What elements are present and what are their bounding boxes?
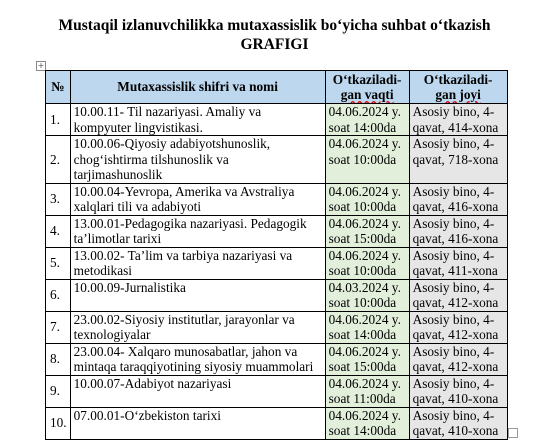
time-line: soat 10:00da [328, 151, 397, 167]
header-spec: Mutaxassislik shifri va nomi [70, 71, 325, 104]
place-line: Asosiy bino, 4- [412, 247, 495, 263]
place-cell [409, 183, 507, 215]
title-line-1: Mustaqil izlanuvchilikka mutaxassislik bo‘yicha suhbat o‘tkazish [58, 17, 491, 34]
place-line: Asosiy bino, 4- [412, 215, 495, 231]
place-line: Asosiy bino, 4- [412, 311, 495, 327]
time-line: 04.06.2024 y. [328, 104, 401, 119]
row-number: 8. [46, 343, 71, 375]
specialty-cell [70, 247, 325, 279]
time-line: 04.06.2024 y. [328, 215, 401, 231]
specialty-cell [70, 407, 325, 439]
place-line: qavat, 718-xona [412, 151, 499, 167]
specialty-line: chog‘ishtirma tilshunoslik va [73, 151, 229, 167]
header-place [409, 71, 507, 104]
specialty-line: metodikasi [73, 263, 132, 278]
specialty-cell [70, 311, 325, 343]
move-handle-icon[interactable]: + [37, 61, 45, 70]
table-row [46, 375, 508, 407]
table-row [46, 279, 508, 311]
time-line: 04.06.2024 y. [328, 375, 401, 391]
row-number: 9. [46, 375, 71, 407]
table-row [46, 343, 508, 375]
specialty-line: mintaqa taraqqiyotining siyosiy muammolari [73, 359, 314, 374]
time-cell [325, 247, 409, 279]
place-line: Asosiy bino, 4- [412, 104, 495, 119]
place-cell [409, 311, 507, 343]
specialty-line: 10.00.11- Til nazariyasi. Amaliy va [73, 104, 262, 119]
place-cell [409, 104, 507, 136]
time-line: 04.06.2024 y. [328, 343, 401, 359]
time-cell [325, 183, 409, 215]
time-cell [325, 104, 409, 136]
time-cell [325, 375, 409, 407]
header-num: № [46, 71, 71, 104]
time-line: soat 10:00da [328, 295, 397, 310]
place-line: qavat, 412-xona [412, 295, 499, 310]
place-line: qavat, 412-xona [412, 327, 499, 342]
header-place-line-1: O‘tkaziladi- [423, 71, 493, 87]
place-cell [409, 343, 507, 375]
table-row [46, 215, 508, 247]
time-cell [325, 136, 409, 184]
place-line: Asosiy bino, 4- [412, 343, 495, 359]
specialty-cell [70, 279, 325, 311]
place-line: qavat, 411-xona [412, 263, 498, 278]
specialty-cell [70, 183, 325, 215]
specialty-line: kompyuter lingvistikasi. [73, 119, 203, 135]
place-cell [409, 247, 507, 279]
time-line: 04.06.2024 y. [328, 183, 401, 199]
place-cell [409, 375, 507, 407]
time-line: soat 15:00da [328, 359, 397, 374]
time-cell [325, 311, 409, 343]
time-line: 04.06.2024 y. [328, 247, 401, 263]
row-number: 2. [46, 136, 71, 184]
time-cell [325, 215, 409, 247]
row-number: 6. [46, 279, 71, 311]
place-line: qavat, 414-xona [412, 119, 499, 135]
place-line: qavat, 412-xona [412, 359, 499, 374]
place-cell [409, 136, 507, 184]
time-cell [325, 407, 409, 439]
place-cell [409, 215, 507, 247]
time-line: soat 10:00da [328, 263, 397, 278]
place-cell [409, 407, 507, 439]
specialty-cell [70, 136, 325, 184]
time-cell [325, 343, 409, 375]
table-row [46, 311, 508, 343]
specialty-line: 23.00.04- Xalqaro munosabatlar, jahon va [73, 343, 298, 359]
place-line: Asosiy bino, 4- [412, 407, 495, 423]
row-number: 5. [46, 247, 71, 279]
place-line: qavat, 416-xona [412, 231, 499, 246]
row-number: 1. [46, 104, 71, 136]
specialty-line: 13.00.01-Pedagogika nazariyasi. Pedagogik [73, 215, 307, 231]
time-line: soat 10:00da [328, 199, 397, 214]
place-cell [409, 279, 507, 311]
table-row [46, 136, 508, 184]
specialty-line: 10.00.09-Jurnalistika [73, 279, 186, 295]
specialty-cell [70, 375, 325, 407]
specialty-line: 07.00.01-O‘zbekiston tarixi [73, 407, 221, 423]
row-number: 4. [46, 215, 71, 247]
time-line: soat 14:00da [328, 423, 397, 438]
specialty-line: 10.00.06-Qiyosiy adabiyotshunoslik, [73, 136, 271, 151]
specialty-cell [70, 343, 325, 375]
table-row [46, 183, 508, 215]
place-line: Asosiy bino, 4- [412, 279, 495, 295]
specialty-line: 10.00.07-Adabiyot nazariyasi [73, 375, 232, 391]
specialty-line: 13.00.02- Ta’lim va tarbiya nazariyasi va [73, 247, 293, 263]
place-line: qavat, 410-xona [412, 423, 499, 438]
place-line: qavat, 416-xona [412, 199, 499, 214]
time-line: 04.03.2024 y. [328, 279, 401, 295]
place-line: Asosiy bino, 4- [412, 136, 495, 151]
time-line: 04.06.2024 y. [328, 136, 401, 151]
time-line: soat 14:00da [328, 327, 397, 342]
specialty-line: ta’limotlar tarixi [73, 231, 162, 246]
title-line-2: GRAFIGI [240, 36, 309, 53]
row-number: 7. [46, 311, 71, 343]
header-time [325, 71, 409, 104]
specialty-line: tarjimashunoslik [73, 167, 163, 182]
row-number: 3. [46, 183, 71, 215]
time-line: 04.06.2024 y. [328, 311, 401, 327]
place-line: Asosiy bino, 4- [412, 183, 495, 199]
specialty-line: 23.00.02-Siyosiy institutlar, jarayonlar va [73, 311, 295, 327]
time-line: soat 14:00da [328, 119, 397, 135]
specialty-line: 10.00.04-Yevropa, Amerika va Avstraliya [73, 183, 295, 199]
row-number: 10. [46, 407, 71, 439]
table-row [46, 407, 508, 439]
header-time-line-2: gan vaqti [340, 87, 394, 102]
header-row [46, 71, 508, 104]
time-line: soat 15:00da [328, 231, 397, 246]
time-line: 04.06.2024 y. [328, 407, 401, 423]
header-place-line-2: gan joyi [435, 87, 481, 102]
time-cell [325, 279, 409, 311]
schedule-table [45, 70, 508, 440]
place-line: qavat, 410-xona [412, 391, 499, 406]
specialty-line: xalqlari tili va adabiyoti [73, 199, 202, 214]
time-line: soat 11:00da [328, 391, 396, 406]
table-resize-handle[interactable] [508, 428, 518, 438]
specialty-cell [70, 104, 325, 136]
table-row [46, 104, 508, 136]
specialty-cell [70, 215, 325, 247]
table-row [46, 247, 508, 279]
page-title [0, 16, 549, 54]
specialty-line: texnologiyalar [73, 327, 151, 342]
header-time-line-1: O‘tkaziladi- [332, 71, 402, 87]
place-line: Asosiy bino, 4- [412, 375, 495, 391]
